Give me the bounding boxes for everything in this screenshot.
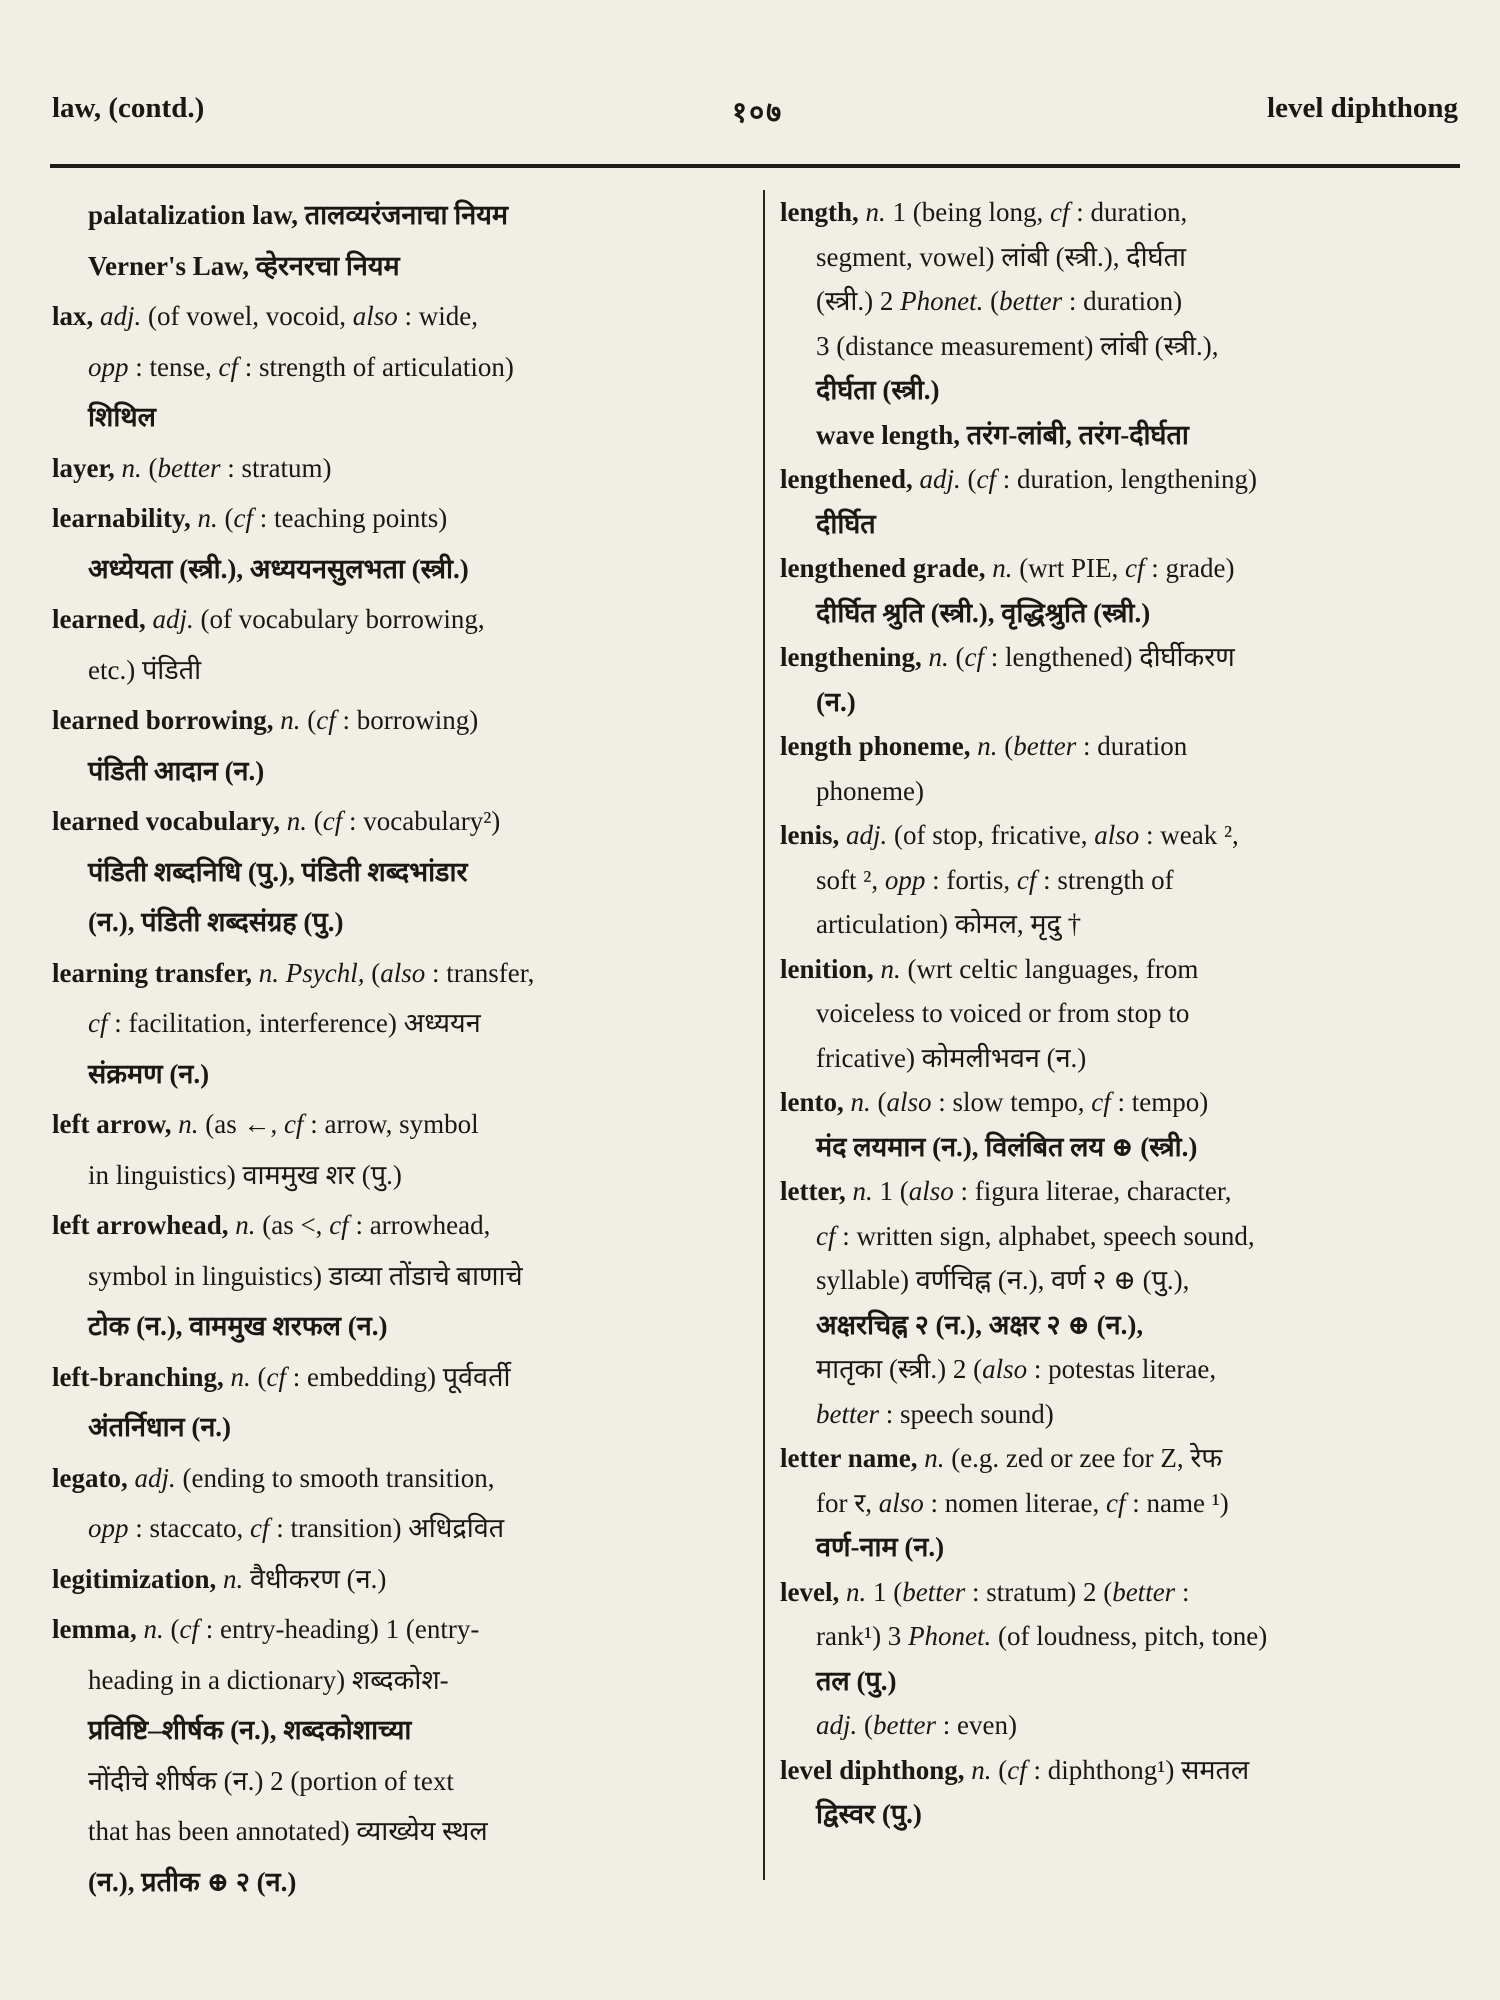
entry-headline <box>52 241 742 292</box>
bold-text: legitimization, <box>52 1563 217 1594</box>
bold-text: learned borrowing, <box>52 705 274 735</box>
definition-text: : embedding) पूर्ववर्ती <box>286 1361 511 1392</box>
entry-headline <box>52 1099 742 1150</box>
italic-label: cf <box>1050 197 1070 227</box>
bold-text: अक्षरचिह्न २ (न.), अक्षर २ ⊕ (न.), <box>816 1309 1144 1340</box>
definition-text: : transfer, <box>425 957 535 988</box>
italic-label: n. <box>114 452 142 483</box>
entry-continuation-line <box>780 1614 1460 1659</box>
italic-label: opp <box>88 351 129 382</box>
definition-text: : name ¹) <box>1125 1487 1229 1518</box>
definition-text: : grade) <box>1144 553 1235 583</box>
italic-label: cf <box>179 1614 199 1644</box>
italic-label: n. <box>921 642 949 672</box>
italic-label: n. <box>216 1563 244 1594</box>
bold-text: अध्येयता (स्त्री.), अध्ययनसुलभता (स्त्री.) <box>88 553 469 584</box>
entry-headline <box>780 947 1460 992</box>
page-number: १०७ <box>732 97 784 129</box>
italic-label: adj. <box>912 464 961 494</box>
italic-label: cf <box>1105 1487 1126 1518</box>
dictionary-entry <box>52 443 742 494</box>
definition-text: : nomen literae, <box>923 1487 1106 1518</box>
definition-text: (of vocabulary borrowing, <box>193 604 485 634</box>
definition-text: 1 (being long, <box>885 197 1050 227</box>
entry-continuation-line <box>780 680 1460 725</box>
entry-headline <box>52 1200 742 1251</box>
dictionary-entry <box>780 813 1460 947</box>
definition-text: 1 ( <box>872 1176 909 1206</box>
dictionary-entry <box>780 1080 1460 1169</box>
definition-text: : duration, lengthening) <box>996 464 1257 494</box>
dictionary-entry <box>52 1604 742 1907</box>
bold-text: left arrow, <box>52 1109 172 1139</box>
bold-text: प्रविष्टि–शीर्षक (न.), शब्दकोशाच्या <box>88 1715 412 1745</box>
definition-text: : tempo) <box>1110 1087 1209 1117</box>
dictionary-entry <box>780 635 1460 724</box>
dictionary-entry <box>780 947 1460 1081</box>
entry-headline <box>780 1080 1460 1125</box>
bold-text: मंद लयमान (न.), विलंबित लय ⊕ (स्त्री.) <box>816 1131 1198 1162</box>
bold-text: learned, <box>52 604 146 634</box>
bold-text: टोक (न.), वाममुख शरफल (न.) <box>88 1311 388 1341</box>
definition-text: वैधीकरण (न.) <box>243 1563 387 1594</box>
definition-text: : arrowhead, <box>348 1210 491 1240</box>
entry-continuation-line <box>52 1806 742 1857</box>
definition-text: (of loudness, pitch, tone) <box>991 1621 1268 1651</box>
entry-headline <box>52 948 742 999</box>
bold-text: length phoneme, <box>780 731 971 761</box>
entry-continuation-line <box>780 1481 1460 1526</box>
italic-label: Phonet. <box>900 286 984 316</box>
definition-text: : borrowing) <box>335 705 479 735</box>
bold-text: legato, <box>52 1462 128 1493</box>
dictionary-entry <box>52 291 742 443</box>
italic-label: cf <box>1124 553 1145 583</box>
definition-text: : strength of articulation) <box>237 351 514 382</box>
dictionary-entry <box>780 1436 1460 1570</box>
dictionary-entry <box>52 1453 742 1554</box>
entry-continuation-line <box>780 1703 1460 1748</box>
entry-continuation-line <box>52 1756 742 1807</box>
definition-text: ( <box>983 286 1000 316</box>
definition-text: phoneme) <box>816 775 924 806</box>
italic-label: cf <box>976 464 997 494</box>
entry-headline <box>52 594 742 645</box>
entry-headline <box>52 443 742 494</box>
dictionary-entry <box>780 1169 1460 1436</box>
definition-text: ( <box>217 503 234 533</box>
entry-headline <box>52 493 742 544</box>
italic-label: adj. <box>145 604 194 634</box>
definition-text: (as <, <box>255 1210 330 1240</box>
entry-headline <box>780 546 1460 591</box>
entry-continuation-line <box>52 897 742 948</box>
header-rule <box>50 164 1460 168</box>
dictionary-entry <box>52 695 742 796</box>
definition-text: (e.g. zed or zee for Z, रेफ <box>944 1443 1223 1473</box>
definition-text: voiceless to voiced or from stop to <box>816 998 1190 1028</box>
definition-text: : duration, <box>1069 197 1188 227</box>
definition-text: fricative) कोमलीभवन (न.) <box>816 1042 1087 1073</box>
bold-text: दीर्घित <box>816 508 876 539</box>
running-head-right: level diphthong <box>1267 92 1458 124</box>
entry-headline <box>52 695 742 746</box>
dictionary-entry <box>52 796 742 948</box>
italic-label: better <box>1013 731 1077 761</box>
bold-text: lengthened grade, <box>780 553 986 583</box>
bold-text: level diphthong, <box>780 1754 965 1785</box>
definition-text: ( <box>870 1087 887 1117</box>
italic-label: better <box>873 1710 936 1740</box>
definition-text: that has been annotated) व्याख्येय स्थल <box>88 1816 488 1846</box>
bold-text: lento, <box>780 1087 844 1117</box>
entry-continuation-line <box>52 645 742 696</box>
definition-text: : figura literae, character, <box>953 1176 1232 1206</box>
dictionary-entry <box>780 457 1460 546</box>
entry-continuation-line <box>780 235 1460 280</box>
italic-label: cf <box>88 1008 108 1038</box>
bold-text: left arrowhead, <box>52 1210 229 1240</box>
entry-continuation-line <box>780 858 1460 903</box>
entry-continuation-line <box>52 746 742 797</box>
bold-text: पंडिती आदान (न.) <box>88 755 265 786</box>
definition-text: (स्त्री.) 2 <box>816 286 901 316</box>
right-column <box>780 190 1460 1837</box>
definition-text: : even) <box>936 1710 1017 1740</box>
bold-text: learning transfer, <box>52 957 252 988</box>
italic-label: cf <box>316 705 336 735</box>
italic-label: Phonet. <box>908 1621 992 1651</box>
italic-label: cf <box>329 1210 349 1240</box>
entry-continuation-line <box>780 1036 1460 1081</box>
definition-text: heading in a dictionary) शब्दकोश- <box>88 1664 449 1695</box>
italic-label: n. <box>228 1210 256 1240</box>
definition-text: 1 ( <box>866 1576 903 1607</box>
italic-label: cf <box>283 1109 304 1139</box>
definition-text: : wide, <box>397 301 478 331</box>
definition-text: soft ², <box>816 864 885 895</box>
bold-text: दीर्घित श्रुति (स्त्री.), वृद्धिश्रुति (स्त्री.) <box>816 597 1151 628</box>
italic-label: cf <box>1007 1754 1027 1785</box>
entry-continuation-line <box>52 544 742 595</box>
italic-label: adj. <box>839 820 888 850</box>
bold-text: wave length, तरंग-लांबी, तरंग-दीर्घता <box>816 419 1189 450</box>
entry-continuation-line <box>52 1655 742 1706</box>
entry-continuation-line <box>780 368 1460 413</box>
entry-continuation-line <box>780 1303 1460 1348</box>
entry-continuation-line <box>780 991 1460 1036</box>
definition-text: : written sign, alphabet, speech sound, <box>835 1220 1255 1251</box>
italic-label: better <box>1112 1576 1176 1607</box>
bold-text: द्विस्वर (पु.) <box>816 1799 922 1829</box>
dictionary-entry <box>52 1099 742 1200</box>
italic-label: n. <box>223 1361 251 1392</box>
italic-label: cf <box>233 503 254 533</box>
definition-text: : teaching points) <box>253 503 448 533</box>
bold-text: शिथिल <box>88 402 156 432</box>
definition-text: ( <box>857 1710 874 1740</box>
italic-label: n. <box>845 1176 873 1206</box>
entry-continuation-line <box>780 1792 1460 1837</box>
italic-label: better <box>157 452 221 483</box>
entry-headline <box>780 1169 1460 1214</box>
definition-text: : tense, <box>128 351 219 382</box>
italic-label: n. <box>964 1754 992 1785</box>
entry-headline <box>780 1748 1460 1793</box>
definition-text: : arrow, symbol <box>303 1109 479 1139</box>
definition-text: ( <box>364 957 381 988</box>
definition-text: for र, <box>816 1487 879 1518</box>
dictionary-entry <box>52 594 742 695</box>
definition-text: ( <box>997 731 1014 761</box>
entry-continuation-line <box>52 1301 742 1352</box>
entry-headline <box>780 724 1460 769</box>
bold-text: lax, <box>52 301 94 331</box>
definition-text: : staccato, <box>128 1513 250 1543</box>
italic-label: better <box>999 286 1063 316</box>
entry-continuation-line <box>780 1125 1460 1170</box>
definition-text: (as ←, <box>198 1109 284 1139</box>
dictionary-entry <box>780 1570 1460 1748</box>
entry-headline <box>780 635 1460 680</box>
bold-text: lengthened, <box>780 464 913 494</box>
definition-text: : fortis, <box>925 864 1017 895</box>
bold-text: lemma, <box>52 1614 137 1644</box>
dictionary-entry <box>780 1748 1460 1837</box>
entry-continuation-line <box>52 392 742 443</box>
dictionary-entry <box>52 1352 742 1453</box>
entry-headline <box>780 190 1460 235</box>
italic-label: adj. <box>816 1710 858 1740</box>
italic-label: cf <box>218 351 238 382</box>
definition-text: : lengthened) दीर्घीकरण <box>984 642 1235 672</box>
dictionary-entry <box>52 493 742 594</box>
italic-label: n. Psychl, <box>251 957 365 988</box>
definition-text: : duration) <box>1062 286 1183 316</box>
entry-continuation-line <box>780 502 1460 547</box>
italic-label: cf <box>322 806 343 836</box>
italic-label: n. <box>843 1087 871 1117</box>
definition-text: ( <box>300 705 317 735</box>
definition-text: : strength of <box>1036 864 1174 895</box>
entry-continuation-line <box>780 591 1460 636</box>
italic-label: better <box>816 1398 879 1429</box>
bold-text: (न.), पंडिती शब्दसंग्रह (पु.) <box>88 907 344 937</box>
dictionary-entry <box>780 724 1460 813</box>
definition-text: (of vowel, vocoid, <box>141 301 353 331</box>
definition-text: : slow tempo, <box>931 1087 1092 1117</box>
definition-text: : stratum) <box>220 452 332 483</box>
bold-text: lengthening, <box>780 642 922 672</box>
entry-headline <box>52 1352 742 1403</box>
definition-text: : facilitation, interference) अध्ययन <box>107 1008 481 1038</box>
definition-text: syllable) वर्णचिह्न (न.), वर्ण २ ⊕ (पु.), <box>816 1265 1190 1295</box>
entry-continuation-line <box>780 1258 1460 1303</box>
definition-text: rank¹) 3 <box>816 1621 909 1651</box>
definition-text: नोंदीचे शीर्षक (न.) 2 (portion of text <box>88 1765 454 1796</box>
italic-label: better <box>902 1576 966 1607</box>
italic-label: cf <box>1016 864 1037 895</box>
italic-label: cf <box>266 1361 286 1392</box>
bold-text: (न.) <box>816 686 856 717</box>
definition-text: segment, vowel) लांबी (स्त्री.), दीर्घता <box>816 241 1186 272</box>
entry-headline <box>52 1453 742 1504</box>
italic-label: n. <box>985 553 1013 583</box>
entry-continuation-line <box>780 902 1460 947</box>
entry-headline <box>780 813 1460 858</box>
entry-continuation-line <box>52 1705 742 1756</box>
definition-text: etc.) पंडिती <box>88 654 202 685</box>
dictionary-entry <box>52 1200 742 1352</box>
entry-continuation-line <box>52 1503 742 1554</box>
definition-text: ( <box>307 806 323 836</box>
bold-text: level, <box>780 1576 840 1607</box>
column-divider <box>763 190 765 1880</box>
entry-continuation-line <box>780 1525 1460 1570</box>
running-head-left: law, (contd.) <box>52 92 205 124</box>
entry-headline <box>52 1554 742 1605</box>
italic-label: also <box>352 301 398 331</box>
bold-text: palatalization law, तालव्यरंजनाचा नियम <box>88 200 509 230</box>
definition-text: ( <box>960 464 977 494</box>
italic-label: opp <box>88 1513 129 1543</box>
definition-text: : vocabulary²) <box>342 806 501 836</box>
definition-text: : speech sound) <box>878 1398 1054 1429</box>
entry-continuation-line <box>780 1347 1460 1392</box>
definition-text: ( <box>141 452 158 483</box>
italic-label: adj. <box>93 301 142 331</box>
entry-continuation-line <box>52 342 742 393</box>
entry-continuation-line <box>780 769 1460 814</box>
definition-text: : weak ², <box>1139 820 1239 850</box>
bold-text: संक्रमण (न.) <box>88 1058 210 1089</box>
bold-text: lenition, <box>780 953 874 984</box>
bold-text: वर्ण-नाम (न.) <box>816 1532 945 1562</box>
entry-continuation-line <box>52 1150 742 1201</box>
dictionary-entry <box>780 546 1460 635</box>
definition-text: : transition) अधिद्रवित <box>269 1513 505 1543</box>
entry-headline <box>52 796 742 847</box>
italic-label: cf <box>1091 1087 1111 1117</box>
entry-headline <box>780 1570 1460 1615</box>
entry-continuation-line <box>780 1392 1460 1437</box>
dictionary-entry <box>52 190 742 241</box>
italic-label: adj. <box>127 1462 176 1493</box>
definition-text: ( <box>163 1614 180 1644</box>
italic-label: also <box>878 1487 924 1518</box>
bold-text: (न.), प्रतीक ⊕ २ (न.) <box>88 1866 297 1897</box>
bold-text: अंतर्निधान (न.) <box>88 1412 232 1442</box>
definition-text: (wrt PIE, <box>1012 553 1125 583</box>
italic-label: opp <box>884 864 926 895</box>
italic-label: also <box>380 957 426 988</box>
italic-label: n. <box>839 1576 867 1607</box>
bold-text: learned vocabulary, <box>52 806 280 836</box>
italic-label: n. <box>171 1109 199 1139</box>
definition-text: मातृका (स्त्री.) 2 ( <box>816 1354 983 1384</box>
italic-label: n. <box>280 806 307 836</box>
bold-text: left-branching, <box>52 1361 224 1392</box>
italic-label: also <box>908 1176 954 1206</box>
entry-continuation-line <box>52 1049 742 1100</box>
dictionary-entry <box>52 948 742 1100</box>
bold-text: Verner's Law, व्हेरनरचा नियम <box>88 250 400 281</box>
entry-continuation-line <box>52 847 742 898</box>
entry-continuation-line <box>52 1402 742 1453</box>
dictionary-entry <box>52 1554 742 1605</box>
italic-label: cf <box>816 1220 836 1251</box>
definition-text: (ending to smooth transition, <box>175 1462 495 1493</box>
dictionary-entry <box>52 241 742 292</box>
bold-text: layer, <box>52 452 115 483</box>
definition-text: : <box>1175 1576 1190 1607</box>
definition-text: (wrt celtic languages, from <box>900 953 1199 984</box>
italic-label: n. <box>970 731 998 761</box>
entry-continuation-line <box>52 1857 742 1908</box>
definition-text: articulation) कोमल, मृदु † <box>816 909 1082 939</box>
bold-text: learnability, <box>52 503 191 533</box>
entry-headline <box>780 457 1460 502</box>
entry-headline <box>780 1436 1460 1481</box>
bold-text: length, <box>780 197 859 227</box>
bold-text: दीर्घता (स्त्री.) <box>816 375 940 405</box>
definition-text: ( <box>250 1361 267 1392</box>
bold-text: letter name, <box>780 1443 918 1473</box>
definition-text: : entry-heading) 1 (entry- <box>198 1614 480 1644</box>
definition-text: ( <box>948 642 965 672</box>
entry-continuation-line <box>780 413 1460 458</box>
bold-text: तल (पु.) <box>816 1665 897 1696</box>
bold-text: lenis, <box>780 820 840 850</box>
definition-text: : potestas literae, <box>1027 1354 1217 1384</box>
dictionary-entry <box>780 190 1460 457</box>
definition-text: : duration <box>1076 731 1188 761</box>
italic-label: also <box>982 1354 1028 1384</box>
definition-text: in linguistics) वाममुख शर (पु.) <box>88 1159 402 1190</box>
italic-label: also <box>886 1087 932 1117</box>
bold-text: पंडिती शब्दनिधि (पु.), पंडिती शब्दभांडार <box>88 856 468 887</box>
italic-label: also <box>1094 820 1140 850</box>
italic-label: n. <box>136 1614 164 1644</box>
entry-continuation-line <box>780 1659 1460 1704</box>
definition-text: (of stop, fricative, <box>887 820 1095 850</box>
entry-continuation-line <box>780 324 1460 369</box>
definition-text: ( <box>991 1754 1008 1785</box>
definition-text: 3 (distance measurement) लांबी (स्त्री.), <box>816 330 1219 361</box>
entry-headline <box>52 190 742 241</box>
entry-continuation-line <box>780 1214 1460 1259</box>
italic-label: n. <box>873 953 901 984</box>
entry-headline <box>52 1604 742 1655</box>
left-column <box>52 190 742 1907</box>
entry-continuation-line <box>52 1251 742 1302</box>
definition-text: : stratum) 2 ( <box>965 1576 1113 1607</box>
bold-text: letter, <box>780 1176 846 1206</box>
entry-continuation-line <box>52 998 742 1049</box>
entry-continuation-line <box>780 279 1460 324</box>
definition-text: symbol in linguistics) डाव्या तोंडाचे बाणाचे <box>88 1260 523 1291</box>
entry-headline <box>52 291 742 342</box>
definition-text: : diphthong¹) समतल <box>1026 1754 1250 1785</box>
italic-label: cf <box>249 1513 270 1543</box>
italic-label: n. <box>190 503 218 533</box>
italic-label: n. <box>858 197 886 227</box>
italic-label: n. <box>917 1443 945 1473</box>
italic-label: cf <box>964 642 985 672</box>
italic-label: n. <box>273 705 301 735</box>
